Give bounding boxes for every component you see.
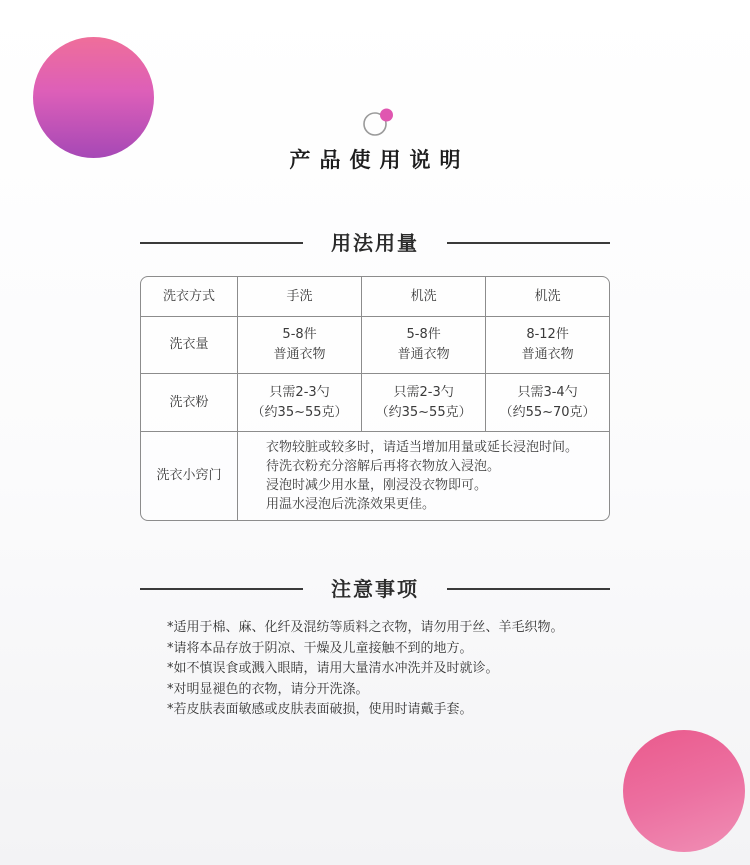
cell-text: 5-8件 bbox=[406, 327, 441, 342]
header-cell-machine-wash: 机洗 bbox=[486, 277, 609, 317]
divider-line bbox=[447, 588, 610, 590]
notes-section-title: 注意事项 bbox=[331, 577, 419, 601]
header-cell-machine-wash: 机洗 bbox=[362, 277, 486, 317]
header-cell-hand-wash: 手洗 bbox=[238, 277, 362, 317]
cell-text: 普通衣物 bbox=[397, 347, 450, 362]
tip-line: 用温水浸泡后洗涤效果更佳。 bbox=[266, 497, 436, 512]
usage-table bbox=[140, 276, 610, 521]
table-cell bbox=[486, 317, 609, 374]
cell-text: （约35~55克） bbox=[251, 404, 348, 420]
table-cell bbox=[238, 317, 362, 374]
usage-section-title: 用法用量 bbox=[331, 231, 419, 255]
tip-line: 浸泡时减少用水量，刚浸没衣物即可。 bbox=[266, 478, 488, 493]
table-row-tips bbox=[141, 432, 609, 520]
cell-text: 只需2-3勺 bbox=[269, 384, 330, 400]
table-row-load bbox=[141, 317, 609, 374]
cell-text: 8-12件 bbox=[526, 327, 569, 342]
note-item: *如不慎误食或溅入眼睛，请用大量清水冲洗并及时就诊。 bbox=[167, 661, 499, 676]
tips-cell bbox=[238, 432, 609, 520]
cell-text: 只需2-3勺 bbox=[393, 384, 454, 400]
row-label-tips: 洗衣小窍门 bbox=[141, 432, 238, 520]
page-title: 产品使用说明 bbox=[289, 148, 470, 172]
table-cell bbox=[362, 374, 486, 432]
note-item: *若皮肤表面敏感或皮肤表面破损，使用时请戴手套。 bbox=[167, 702, 473, 717]
cell-text: 5-8件 bbox=[282, 327, 317, 342]
note-item: *对明显褪色的衣物，请分开洗涤。 bbox=[167, 681, 369, 697]
notes-section-header bbox=[140, 574, 610, 604]
logo-ring-icon bbox=[362, 107, 394, 139]
row-label-powder: 洗衣粉 bbox=[141, 374, 238, 432]
decorative-gradient-ball-bottom-right bbox=[623, 730, 745, 852]
header-cell-method: 洗衣方式 bbox=[141, 277, 238, 317]
usage-section-header bbox=[140, 228, 610, 258]
tip-line: 待洗衣粉充分溶解后再将衣物放入浸泡。 bbox=[266, 459, 501, 474]
table-header-row bbox=[141, 277, 609, 317]
note-item: *请将本品存放于阴凉、干燥及儿童接触不到的地方。 bbox=[167, 640, 473, 656]
notes-list bbox=[167, 618, 617, 721]
cell-text: 普通衣物 bbox=[521, 347, 574, 362]
divider-line bbox=[447, 242, 610, 244]
table-row-powder bbox=[141, 374, 609, 432]
tip-line: 衣物较脏或较多时，请适当增加用量或延长浸泡时间。 bbox=[266, 440, 579, 455]
cell-text: 只需3-4勺 bbox=[517, 384, 578, 400]
cell-text: 普通衣物 bbox=[273, 347, 326, 362]
table-cell bbox=[362, 317, 486, 374]
cell-text: （约35~55克） bbox=[375, 404, 472, 420]
cell-text: （约55~70克） bbox=[499, 404, 596, 420]
note-item: *适用于棉、麻、化纤及混纺等质料之衣物，请勿用于丝、羊毛织物。 bbox=[167, 620, 564, 635]
table-cell bbox=[486, 374, 609, 432]
row-label-load: 洗衣量 bbox=[141, 317, 238, 374]
decorative-gradient-ball-top-left bbox=[33, 37, 154, 158]
table-cell bbox=[238, 374, 362, 432]
